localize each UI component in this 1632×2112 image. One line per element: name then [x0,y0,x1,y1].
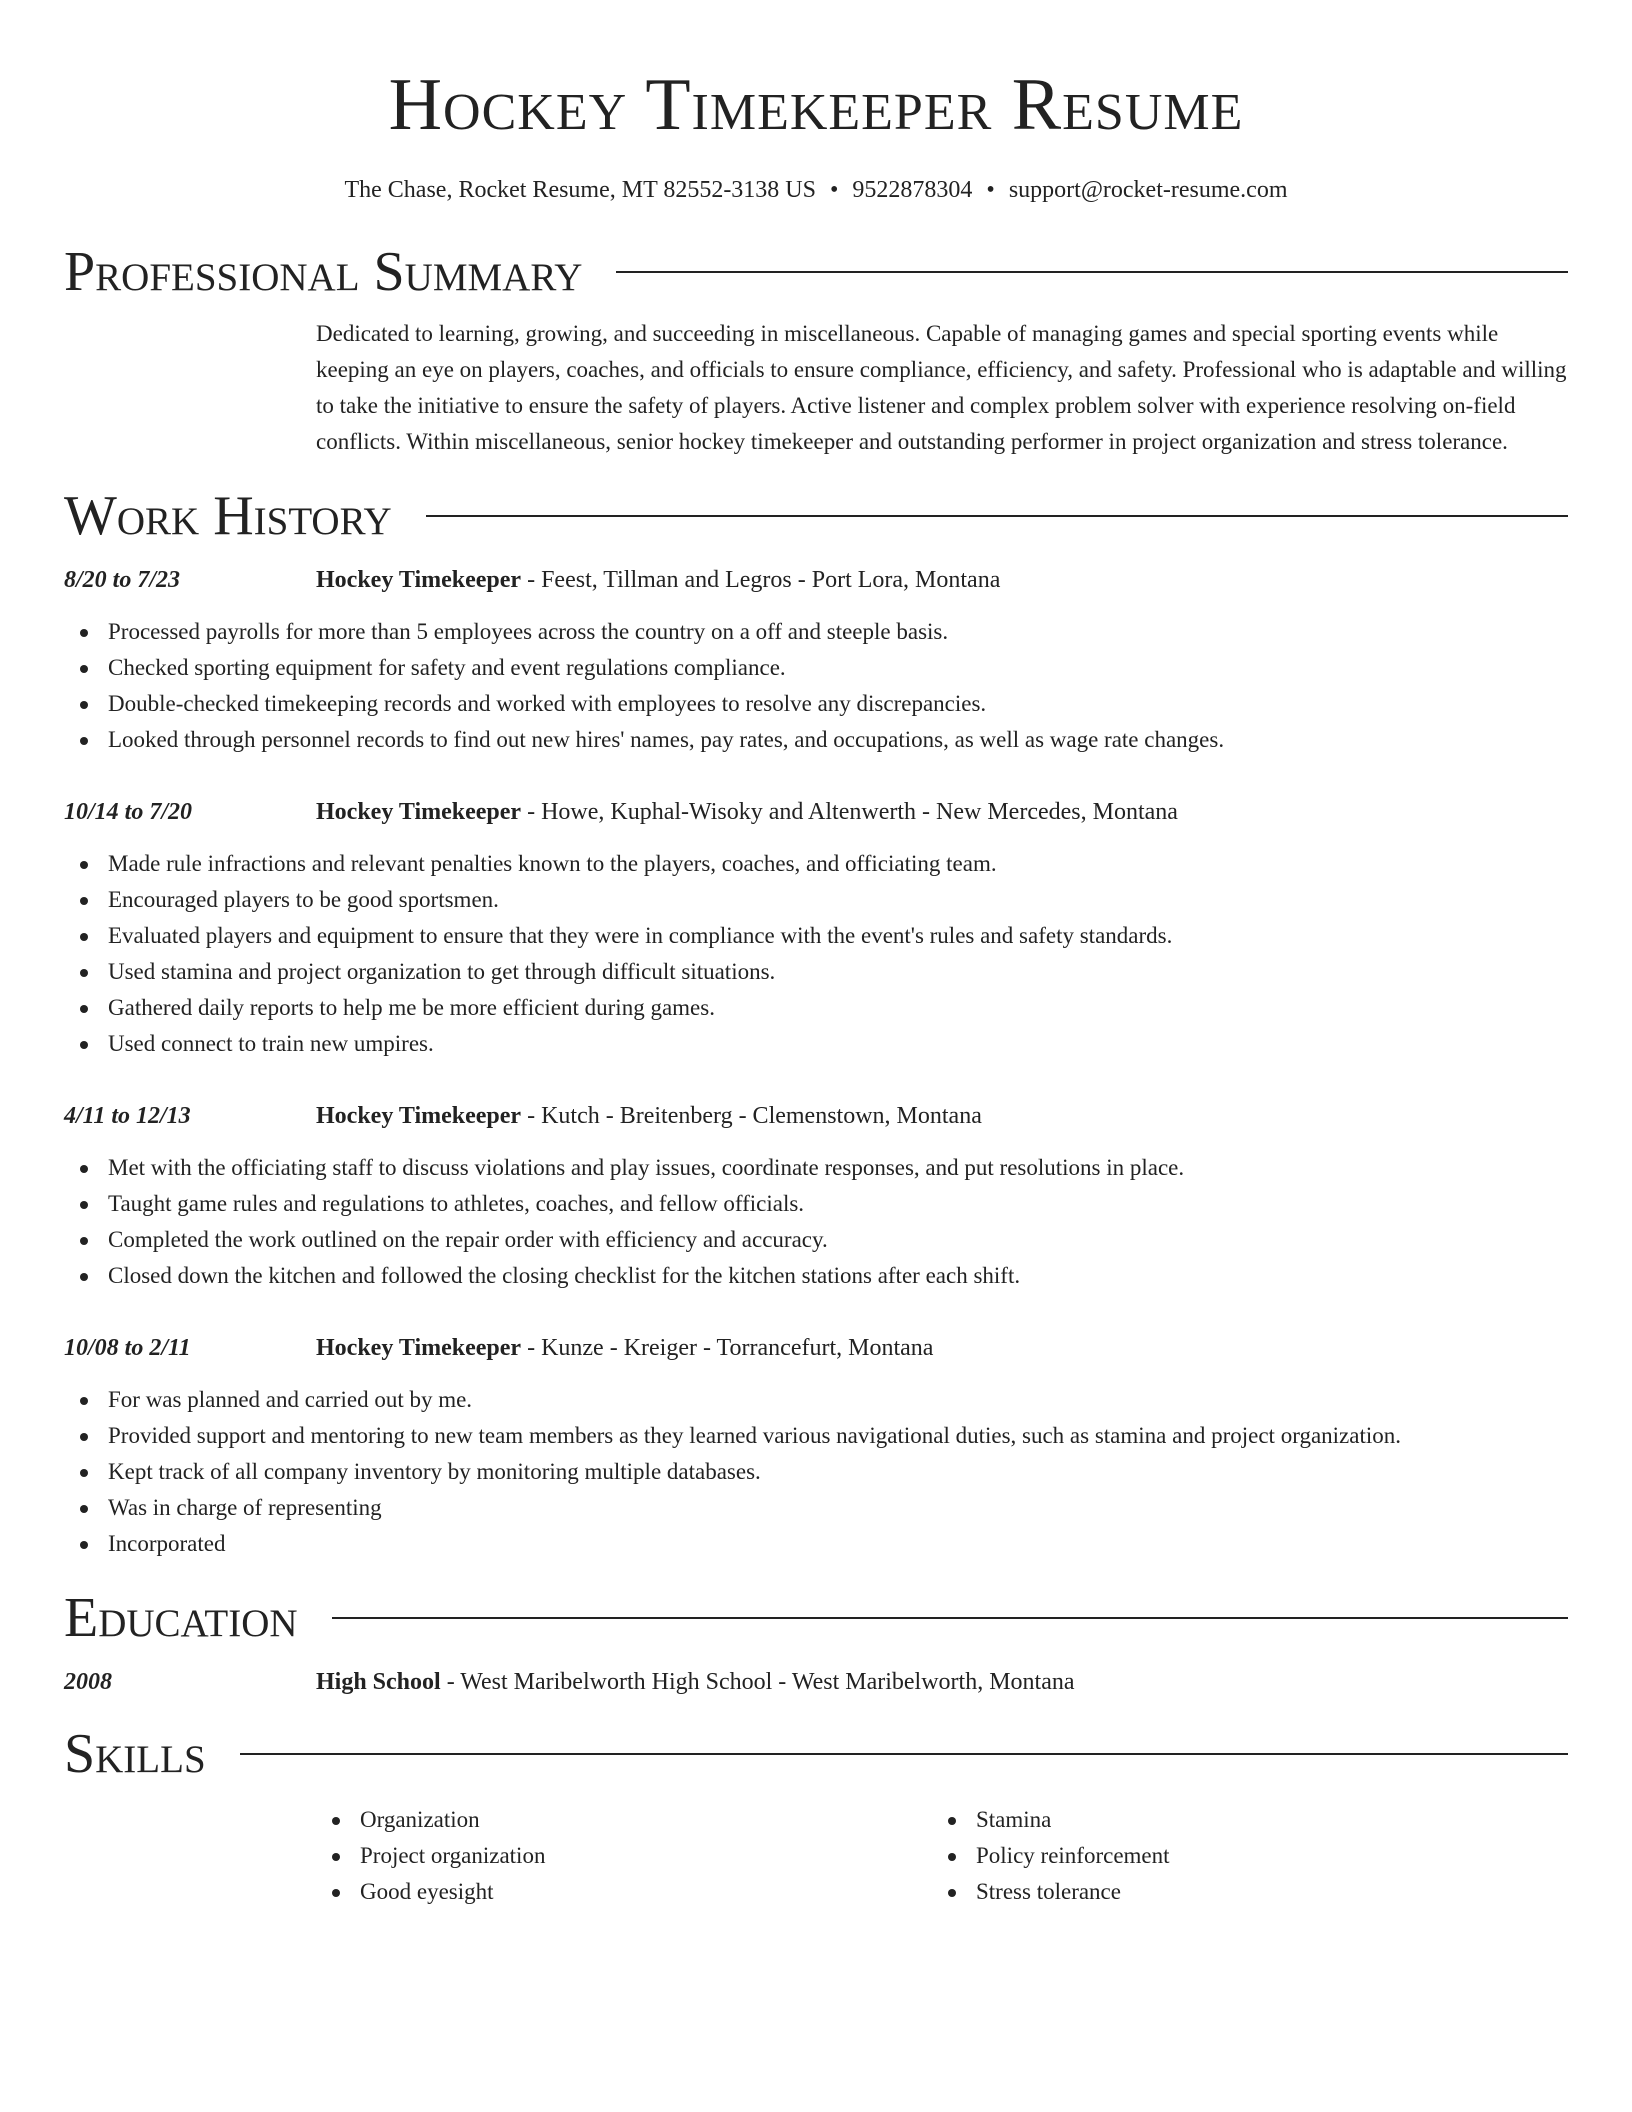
job-employer: - Kutch - Breitenberg - Clemenstown, Montana [521,1103,982,1129]
contact-address: The Chase, Rocket Resume, MT 82552-3138 US [344,177,816,203]
job-header [64,1330,1568,1366]
job-duty-item: Taught game rules and regulations to athletes, coaches, and fellow officials. [108,1186,1568,1222]
job-title: Hockey Timekeeper [316,1103,522,1129]
job-entry [64,1098,1568,1294]
skill-item: Stress tolerance [976,1874,1548,1910]
job-title: Hockey Timekeeper [316,799,522,825]
job-duty-item: Double-checked timekeeping records and worked with employees to resolve any discrepancies. [108,686,1568,722]
education-line [316,1664,1075,1700]
job-title: Hockey Timekeeper [316,1335,522,1361]
job-header [64,562,1568,598]
job-dates: 4/11 to 12/13 [64,1103,191,1129]
job-duty-item: Used stamina and project organization to get through difficult situations. [108,954,1568,990]
skill-item: Organization [360,1802,932,1838]
job-duty-item: Checked sporting equipment for safety and event regulations compliance. [108,650,1568,686]
job-title-line [316,562,1000,598]
job-duty-item: Kept track of all company inventory by monitoring multiple databases. [108,1454,1568,1490]
section-work-heading: Work History [64,485,392,547]
section-divider [426,515,1568,517]
skills-column-left [316,1802,932,1910]
work-history-list [64,562,1568,1562]
job-duty-item: Encouraged players to be good sportsmen. [108,882,1568,918]
job-dates: 8/20 to 7/23 [64,567,181,593]
section-divider [616,271,1568,273]
skill-item: Stamina [976,1802,1548,1838]
section-summary-header [64,240,1568,304]
skill-item: Project organization [360,1838,932,1874]
job-duty-item: Incorporated [108,1526,1568,1562]
job-duties [64,614,1568,758]
section-work-header [64,484,1568,548]
job-employer: - Kunze - Kreiger - Torrancefurt, Montana [521,1335,934,1361]
resume-title: Hockey Timekeeper Resume [388,64,1244,146]
job-title-line [316,1098,982,1134]
job-duty-item: Provided support and mentoring to new team members as they learned various navigational duties, such as stamina and project organization. [108,1418,1568,1454]
job-duty-item: Was in charge of representing [108,1490,1568,1526]
job-duty-item: Used connect to train new umpires. [108,1026,1568,1062]
skill-item: Good eyesight [360,1874,932,1910]
skills-column-right [932,1802,1548,1910]
job-duties [64,846,1568,1062]
job-duty-item: Made rule infractions and relevant penalties known to the players, coaches, and officiating team. [108,846,1568,882]
job-employer: - Howe, Kuphal-Wisoky and Altenwerth - New Mercedes, Montana [521,799,1178,825]
education-degree: High School [316,1669,441,1695]
job-title-line [316,794,1178,830]
job-duty-item: Evaluated players and equipment to ensure that they were in compliance with the event's rules and safety standards. [108,918,1568,954]
job-dates: 10/14 to 7/20 [64,799,193,825]
job-header [64,1098,1568,1134]
job-entry [64,1330,1568,1562]
job-duty-item: Completed the work outlined on the repair order with efficiency and accuracy. [108,1222,1568,1258]
education-entry [64,1664,1568,1700]
contact-line [64,174,1568,206]
contact-separator: • [830,177,839,203]
job-title: Hockey Timekeeper [316,567,522,593]
skills-list [316,1802,1568,1910]
skill-item: Policy reinforcement [976,1838,1548,1874]
job-entry [64,562,1568,758]
contact-email: support@rocket-resume.com [1008,177,1288,203]
section-summary-heading: Professional Summary [64,241,583,303]
job-entry [64,794,1568,1062]
summary-text: Dedicated to learning, growing, and succeeding in miscellaneous. Capable of managing games and special sporting events while keeping an eye on players, coaches, and officials to ensure compliance, efficiency, and safety. Professional who is adaptable and willing to take the initiative to ensure the safety of players. Active listener and complex problem solver with experience resolving on-field conflicts. Within miscellaneous, senior hockey timekeeper and outstanding performer in project organization and stress tolerance. [316,321,1567,454]
contact-phone: 9522878304 [852,177,973,203]
section-education-header [64,1586,1568,1650]
job-duty-item: For was planned and carried out by me. [108,1382,1568,1418]
job-duties [64,1150,1568,1294]
contact-separator: • [986,177,995,203]
education-year: 2008 [64,1669,112,1695]
job-duty-item: Closed down the kitchen and followed the closing checklist for the kitchen stations after each shift. [108,1258,1568,1294]
job-duty-item: Gathered daily reports to help me be more efficient during games. [108,990,1568,1026]
section-education-heading: Education [64,1587,298,1649]
job-employer: - Feest, Tillman and Legros - Port Lora, Montana [521,567,1001,593]
job-title-line [316,1330,933,1366]
job-duty-item: Looked through personnel records to find out new hires' names, pay rates, and occupations, as well as wage rate changes. [108,722,1568,758]
job-header [64,794,1568,830]
job-duty-item: Processed payrolls for more than 5 employees across the country on a off and steeple basis. [108,614,1568,650]
section-divider [332,1617,1568,1619]
job-duty-item: Met with the officiating staff to discuss violations and play issues, coordinate responses, and put resolutions in place. [108,1150,1568,1186]
job-dates: 10/08 to 2/11 [64,1335,191,1361]
section-skills-heading: Skills [64,1723,206,1785]
job-duties [64,1382,1568,1562]
section-skills-header [64,1722,1568,1786]
section-divider [240,1753,1568,1755]
education-details: - West Maribelworth High School - West Maribelworth, Montana [440,1669,1075,1695]
